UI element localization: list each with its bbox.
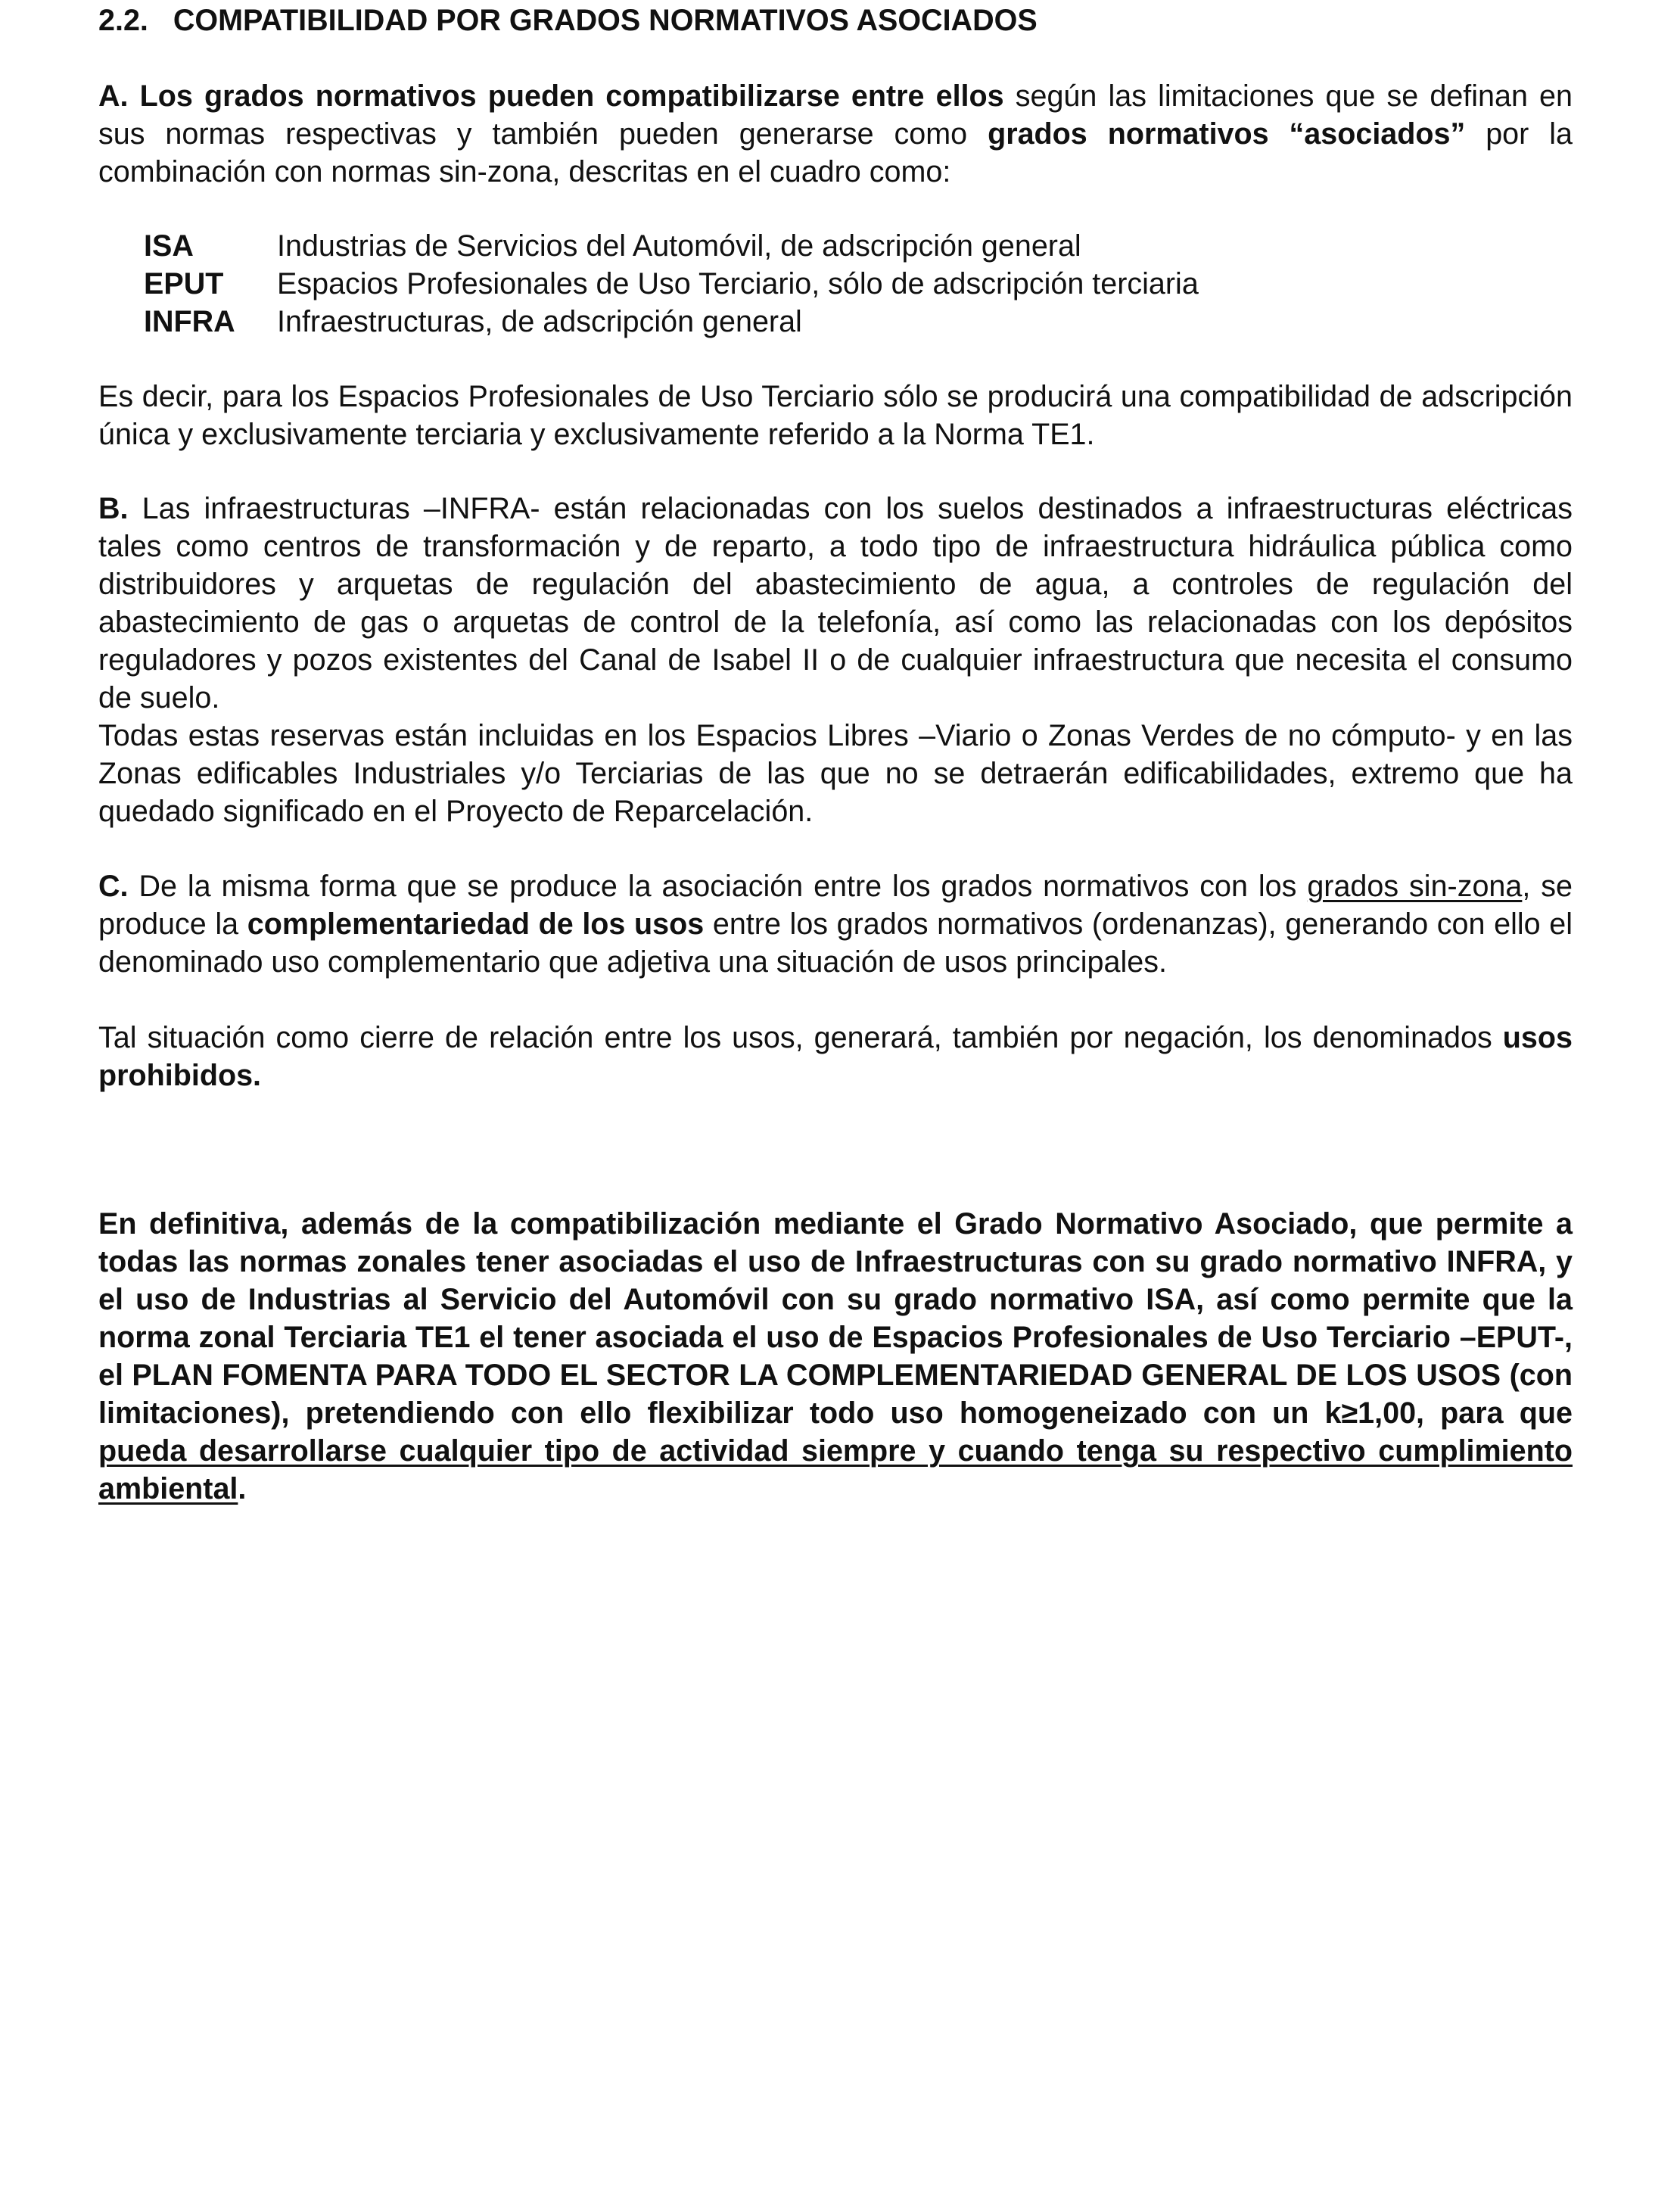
abbreviation-code: INFRA: [144, 305, 235, 338]
paragraph-c-text3: entre los grados normativos (ordenanzas), generando con ello el denominado uso complementario que adjetiva una situación de usos principales.: [98, 907, 1573, 979]
abbreviation-description: Industrias de Servicios del Automóvil, de adscripción general: [277, 229, 1081, 263]
paragraph-c-letter: C.: [98, 870, 129, 903]
paragraph-c-underlined: grados sin-zona: [1307, 870, 1523, 903]
paragraph-c-text4: Tal situación como cierre de relación entre los usos, generará, también por negación, los denominados: [98, 1021, 1492, 1054]
abbreviation-code: ISA: [144, 229, 194, 263]
abbreviation-row: [144, 227, 1081, 265]
paragraph-c-bold: complementariedad de los usos: [247, 907, 705, 941]
paragraph-b-letter: B.: [98, 492, 129, 525]
paragraph-a-letter: A.: [98, 79, 129, 113]
paragraph-es-decir: Es decir, para los Espacios Profesionales de Uso Terciario sólo se producirá una compatibilidad de adscripción única y exclusivamente terciaria y exclusivamente referido a la Norma TE1.: [98, 380, 1573, 451]
section-title: COMPATIBILIDAD POR GRADOS NORMATIVOS ASOCIADOS: [173, 4, 1038, 37]
paragraph-c-text2: , se produce la: [98, 870, 1573, 941]
paragraph-c-continuation: [98, 1019, 1573, 1094]
conclusion-underlined: pueda desarrollarse cualquier tipo de actividad siempre y cuando tenga su respectivo cumplimiento ambiental: [98, 1434, 1573, 1505]
paragraph-a: [98, 77, 1573, 191]
section-number: 2.2.: [98, 4, 148, 37]
paragraph-a-text2: por la combinación con normas sin-zona, descritas en el cuadro como:: [98, 117, 1573, 188]
paragraph-c-bold-end: usos prohibidos.: [98, 1021, 1573, 1092]
paragraph-a-bold: grados normativos “asociados”: [988, 117, 1466, 151]
paragraph-c-text1: De la misma forma que se produce la asociación entre los grados normativos con los: [138, 870, 1297, 903]
abbreviation-row: [144, 265, 1199, 303]
paragraph-a-lead: Los grados normativos pueden compatibilizarse entre ellos: [139, 79, 1004, 113]
abbreviation-code: EPUT: [144, 267, 224, 300]
section-heading: [98, 2, 1038, 39]
paragraph-a-text1: según las limitaciones que se definan en sus normas respectivas y también pueden generarse como: [98, 79, 1573, 151]
paragraph-b-text: Las infraestructuras –INFRA- están relacionadas con los suelos destinados a infraestructuras eléctricas tales como centros de transformación y de reparto, a todo tipo de infraestructura hidráulica pública como distribuidores y arquetas de regulación del abastecimiento de agua, a controles de regulación del abastecimiento de gas o arquetas de control de la telefonía, así como las relacionadas con los depósitos reguladores y pozos existentes del Canal de Isabel II o de cualquier infraestructura que necesita el consumo de suelo.: [98, 492, 1573, 714]
abbreviation-row: [144, 303, 802, 341]
paragraph-c: [98, 867, 1573, 981]
conclusion-text: En definitiva, además de la compatibilización mediante el Grado Normativo Asociado, que permite a todas las normas zonales tener asociadas el uso de Infraestructuras con su grado normativo INFRA, y el uso de Industrias al Servicio del Automóvil con su grado normativo ISA, así como permite que la norma zonal Terciaria TE1 el tener asociada el uso de Espacios Profesionales de Uso Terciario –EPUT-, el PLAN FOMENTA PARA TODO EL SECTOR LA COMPLEMENTARIEDAD GENERAL DE LOS USOS (con limitaciones), pretendiendo con ello flexibilizar todo uso homogeneizado con un k≥1,00, para que: [98, 1207, 1573, 1430]
conclusion-end: .: [238, 1472, 247, 1505]
conclusion-paragraph: [98, 1205, 1573, 1508]
abbreviation-description: Infraestructuras, de adscripción general: [277, 305, 802, 338]
paragraph-b: [98, 490, 1573, 717]
paragraph-b-continuation: Todas estas reservas están incluidas en los Espacios Libres –Viario o Zonas Verdes de no cómputo- y en las Zonas edificables Industriales y/o Terciarias de las que no se detraerán edificabilidades, extremo que ha quedado significado en el Proyecto de Reparcelación.: [98, 719, 1573, 828]
abbreviation-description: Espacios Profesionales de Uso Terciario, sólo de adscripción terciaria: [277, 267, 1199, 300]
